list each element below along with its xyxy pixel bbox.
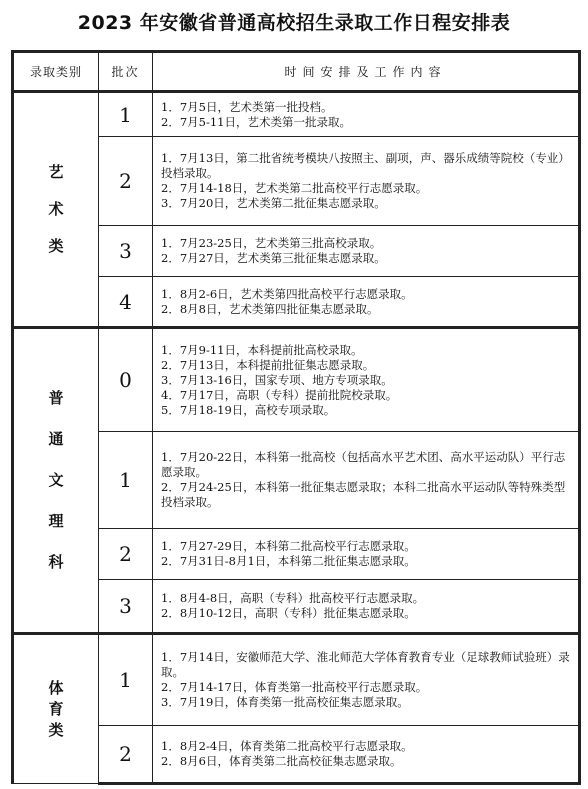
category-char: 育: [48, 699, 64, 718]
schedule-line: 5．7月18-19日，高校专项录取。: [161, 402, 336, 417]
table-row: [13, 92, 580, 137]
schedule-content: [153, 529, 580, 580]
table-row: [13, 726, 580, 784]
schedule-line: 2．8月10-12日，高职（专科）批征集志愿录取。: [161, 606, 416, 620]
schedule-line: 2．7月24-25日，本科第一批征集志愿录取；本科二批高水平运动队等特殊类型投档录取。: [161, 480, 566, 509]
schedule-table: [11, 50, 581, 785]
header-content: 时间安排及工作内容: [153, 52, 580, 92]
batch-number: 4: [99, 277, 153, 328]
schedule-line: 2．8月8日，艺术类第四批征集志愿录取。: [161, 301, 379, 316]
category-char: 通: [48, 430, 64, 448]
schedule-line: 1．8月4-8日，高职（专科）批高校平行志愿录取。: [161, 591, 425, 605]
schedule-line: 2．7月27日，艺术类第三批征集志愿录取。: [161, 251, 386, 265]
category-art: [13, 92, 99, 328]
category-char: 术: [48, 200, 64, 218]
category-char: 艺: [48, 163, 64, 181]
schedule-line: 1．7月5日，艺术类第一批投档。: [161, 99, 333, 114]
schedule-line: 1．7月14日，安徽师范大学、淮北师范大学体育教育专业（足球教师试验班）录取。: [161, 650, 570, 679]
schedule-line: 1．7月20-22日，本科第一批高校（包括高水平艺术团、高水平运动队）平行志愿录取。: [161, 450, 566, 479]
schedule-line: 4．7月17日，高职（专科）提前批院校录取。: [161, 387, 398, 402]
header-category: 录取类别: [13, 52, 99, 92]
category-general: [13, 328, 99, 634]
schedule-line: 1．7月27-29日，本科第二批高校平行志愿录取。: [161, 539, 416, 553]
schedule-line: 2．7月14-18日，艺术类第二批高校平行志愿录取。: [161, 181, 428, 195]
batch-number: 2: [99, 529, 153, 580]
batch-number: 0: [99, 328, 153, 432]
header-batch: 批次: [99, 52, 153, 92]
batch-number: 3: [99, 580, 153, 634]
schedule-line: 1．8月2-4日，体育类第二批高校平行志愿录取。: [161, 739, 413, 753]
schedule-content: [153, 726, 580, 784]
schedule-content: [153, 580, 580, 634]
category-char: 科: [48, 553, 64, 571]
table-row: [13, 580, 580, 634]
batch-number: 1: [99, 432, 153, 529]
schedule-content: [153, 328, 580, 432]
schedule-content: [153, 92, 580, 137]
table-row: [13, 226, 580, 277]
category-char: 类: [48, 237, 64, 255]
schedule-line: 2．7月31日-8月1日，本科第二批征集志愿录取。: [161, 554, 416, 568]
table-row: [13, 328, 580, 432]
schedule-line: 3．7月19日，体育类第一批高校征集志愿录取。: [161, 695, 409, 709]
category-char: 文: [48, 471, 64, 489]
batch-number: 1: [99, 634, 153, 726]
table-row: [13, 137, 580, 226]
schedule-line: 1．8月2-6日，艺术类第四批高校平行志愿录取。: [161, 286, 413, 301]
schedule-content: [153, 432, 580, 529]
table-row: [13, 432, 580, 529]
table-row: [13, 634, 580, 726]
schedule-line: 2．7月13日，本科提前批征集志愿录取。: [161, 357, 375, 372]
schedule-line: 1．7月13日，第二批省统考模块八按照主、副项，声、器乐成绩等院校（专业）投档录取。: [161, 151, 570, 180]
schedule-line: 1．7月9-11日，本科提前批高校录取。: [161, 342, 363, 357]
schedule-line: 1．7月23-25日，艺术类第三批高校录取。: [161, 236, 382, 250]
batch-number: 3: [99, 226, 153, 277]
schedule-content: [153, 277, 580, 328]
category-char: 类: [48, 720, 64, 739]
batch-number: 2: [99, 137, 153, 226]
schedule-line: 2．7月5-11日，艺术类第一批录取。: [161, 114, 351, 129]
batch-number: 2: [99, 726, 153, 784]
category-char: 普: [48, 389, 64, 407]
schedule-line: 2．8月6日，体育类第二批高校征集志愿录取。: [161, 754, 402, 768]
category-char: 理: [48, 512, 64, 530]
batch-number: 1: [99, 92, 153, 137]
schedule-line: 3．7月20日，艺术类第二批征集志愿录取。: [161, 196, 386, 210]
category-char: 体: [48, 678, 64, 697]
table-row: [13, 277, 580, 328]
page-title: 2023 年安徽省普通高校招生录取工作日程安排表: [77, 12, 511, 34]
schedule-line: 3．7月13-16日，国家专项、地方专项录取。: [161, 372, 393, 387]
schedule-content: [153, 226, 580, 277]
schedule-line: 2．7月14-17日，体育类第一批高校平行志愿录取。: [161, 680, 428, 694]
table-header-row: [13, 52, 580, 92]
category-sports: [13, 634, 99, 784]
schedule-content: [153, 634, 580, 726]
table-row: [13, 529, 580, 580]
schedule-content: [153, 137, 580, 226]
